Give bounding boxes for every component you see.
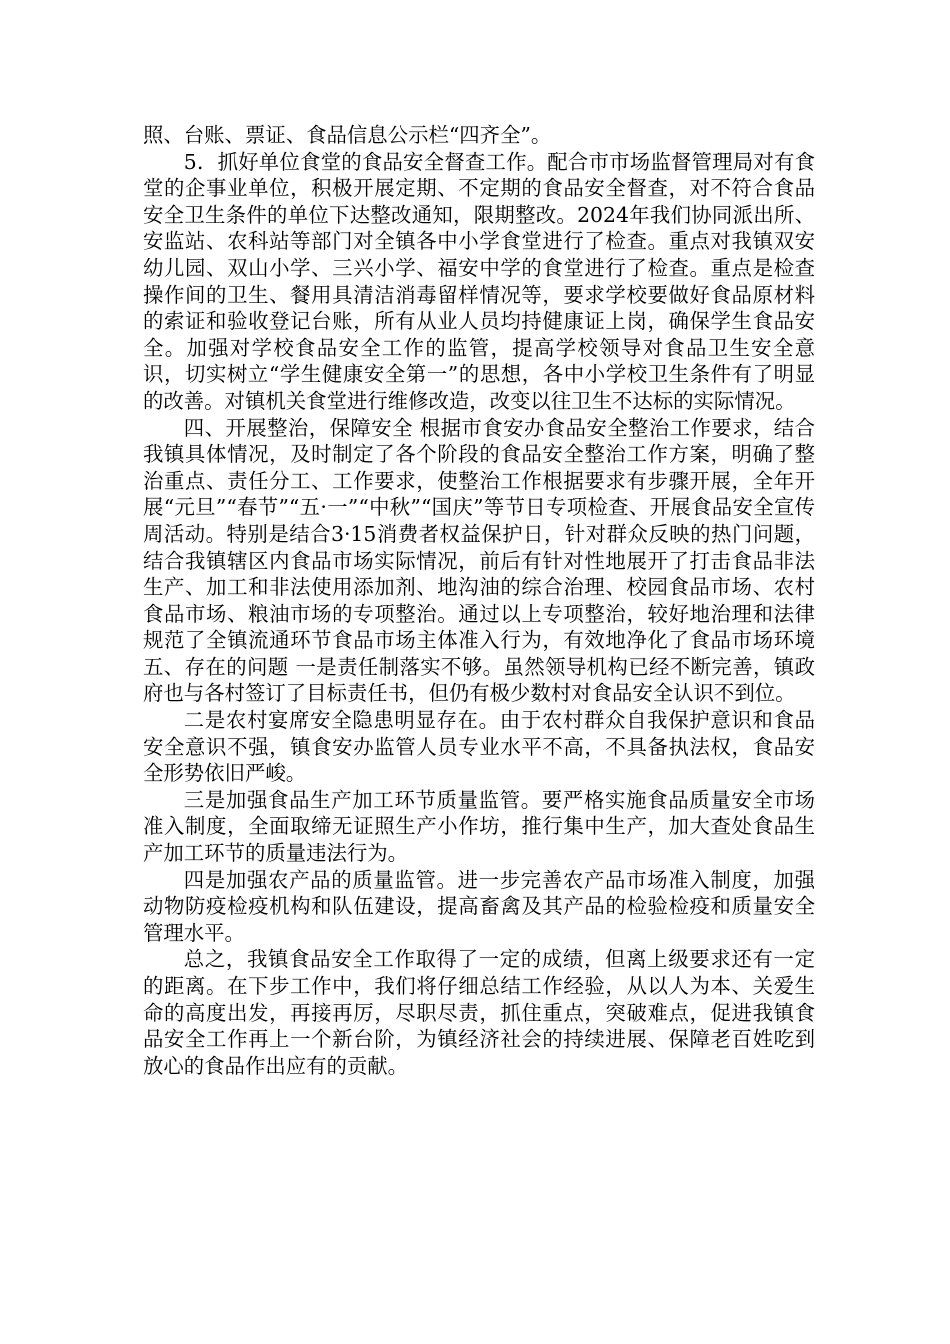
document-page	[143, 122, 815, 1079]
paragraph-rectification-and-problems: 四、开展整治，保障安全 根据市食安办食品安全整治工作要求，结合我镇具体情况，及时制定了各个阶段的食品安全整治工作方案，明确了整治重点、责任分工、工作要求，使整治工作根据要求有步骤开展，全年开展“元旦”“春节”“五·一”“中秋”“国庆”等节日专项检查、开展食品安全宣传周活动。特别是结合3·15消费者权益保护日，针对群众反映的热门问题，结合我镇辖区内食品市场实际情况，前后有针对性地展开了打击食品非法生产、加工和非法使用添加剂、地沟油的综合治理、校园食品市场、农村食品市场、粮油市场的专项整治。通过以上专项整治，较好地治理和法律规范了全镇流通环节食品市场主体准入行为，有效地净化了食品市场环境 五、存在的问题 一是责任制落实不够。虽然领导机构已经不断完善，镇政府也与各村签订了目标责任书，但仍有极少数村对食品安全认识不到位。	[143, 415, 815, 706]
paragraph-canteen-supervision: 5．抓好单位食堂的食品安全督查工作。配合市市场监督管理局对有食堂的企事业单位，积极开展定期、不定期的食品安全督查，对不符合食品安全卫生条件的单位下达整改通知，限期整改。2024年我们协同派出所、安监站、农科站等部门对全镇各中小学食堂进行了检查。重点对我镇双安幼儿园、双山小学、三兴小学、福安中学的食堂进行了检查。重点是检查操作间的卫生、餐用具清洁消毒留样情况等，要求学校要做好食品原材料的索证和验收登记台账，所有从业人员均持健康证上岗，确保学生食品安全。加强对学校食品安全工作的监管，提高学校领导对食品卫生安全意识，切实树立“学生健康安全第一”的思想，各中小学校卫生条件有了明显的改善。对镇机关食堂进行维修改造，改变以往卫生不达标的实际情况。	[143, 149, 815, 413]
paragraph-conclusion: 总之，我镇食品安全工作取得了一定的成绩，但离上级要求还有一定的距离。在下步工作中，我们将仔细总结工作经验，从以人为本、关爱生命的高度出发，再接再厉，尽职尽责，抓住重点，突破难点，促进我镇食品安全工作再上一个新台阶，为镇经济社会的持续进展、保障老百姓吃到放心的食品作出应有的贡献。	[143, 947, 815, 1078]
paragraph-agricultural-products: 四是加强农产品的质量监管。进一步完善农产品市场准入制度，加强动物防疫检疫机构和队伍建设，提高畜禽及其产品的检验检疫和质量安全管理水平。	[143, 867, 815, 945]
paragraph-production-supervision: 三是加强食品生产加工环节质量监管。要严格实施食品质量安全市场准入制度，全面取缔无证照生产小作坊，推行集中生产，加大查处食品生产加工环节的质量违法行为。	[143, 787, 815, 866]
paragraph-rural-banquet-risk: 二是农村宴席安全隐患明显存在。由于农村群众自我保护意识和食品安全意识不强，镇食安办监管人员专业水平不高，不具备执法权，食品安全形势依旧严峻。	[143, 708, 815, 786]
paragraph-continued: 照、台账、票证、食品信息公示栏“四齐全”。	[143, 123, 552, 147]
